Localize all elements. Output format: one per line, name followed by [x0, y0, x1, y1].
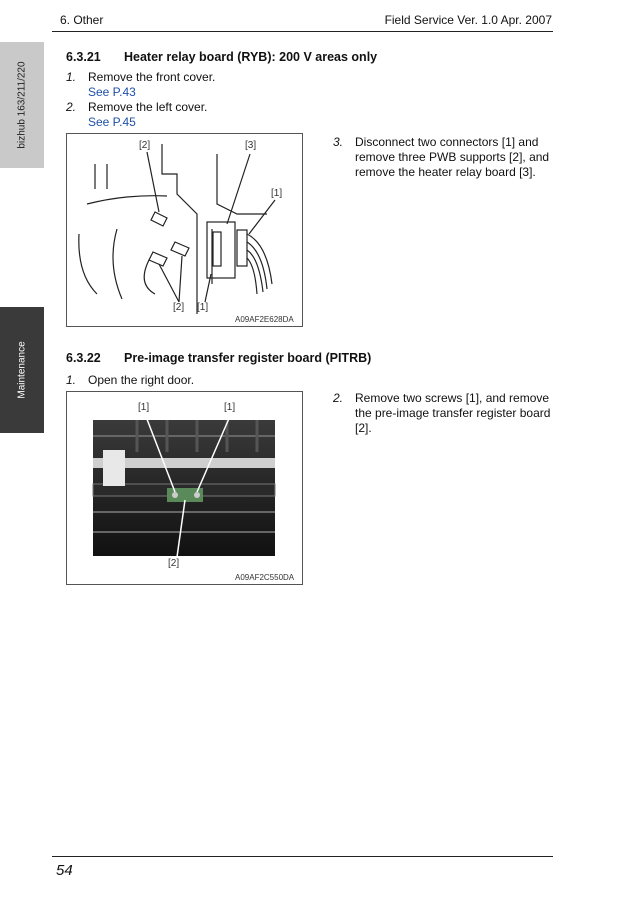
fig1-label-1-bottom: [1] [197, 302, 209, 313]
s1-step1-text: Remove the front cover. [88, 70, 216, 84]
fig2-label-1-left: [1] [138, 402, 150, 413]
section2-number: 6.3.22 [66, 351, 101, 365]
s1-step3-line3: remove the heater relay board [3]. [355, 165, 536, 179]
s1-step1-link[interactable]: See P.43 [88, 85, 136, 99]
header-edition: Field Service Ver. 1.0 Apr. 2007 [384, 13, 552, 27]
s1-step3-num: 3. [333, 135, 344, 149]
s1-step1-num: 1. [66, 70, 77, 84]
fig1-label-2-bottom: [2] [173, 302, 185, 313]
side-tab-chapter-label: Maintenance [16, 341, 28, 399]
fig1-label-2-top: [2] [139, 140, 151, 151]
pitrb-photo [67, 392, 302, 584]
s2-step2-line1: Remove two screws [1], and remove [355, 391, 550, 405]
fig1-label-1-right: [1] [271, 188, 283, 199]
s1-step2-text: Remove the left cover. [88, 100, 208, 114]
s1-step3-line1: Disconnect two connectors [1] and [355, 135, 539, 149]
header-rule [52, 31, 553, 32]
s2-step2-line3: [2]. [355, 421, 372, 435]
s1-step2-link[interactable]: See P.45 [88, 115, 136, 129]
s2-step2-num: 2. [333, 391, 344, 405]
s2-step1-num: 1. [66, 373, 77, 387]
page-number: 54 [56, 862, 73, 879]
footer-rule [52, 856, 553, 857]
side-tab-model-label: bizhub 163/211/220 [16, 61, 28, 149]
s1-step2-num: 2. [66, 100, 77, 114]
figure-heater-relay-board [66, 133, 303, 327]
fig1-code: A09AF2E628DA [235, 315, 294, 324]
section2-title: Pre-image transfer register board (PITRB) [124, 351, 372, 365]
heater-relay-board-drawing [67, 134, 302, 326]
s2-step1-text: Open the right door. [88, 373, 195, 387]
fig1-label-3: [3] [245, 140, 257, 151]
fig2-code: A09AF2C550DA [235, 573, 295, 582]
fig2-label-2: [2] [168, 558, 180, 569]
section1-number: 6.3.21 [66, 50, 101, 64]
header-section: 6. Other [60, 13, 104, 27]
figure-pitrb [66, 391, 303, 585]
s1-step3-line2: remove three PWB supports [2], and [355, 150, 550, 164]
section1-title: Heater relay board (RYB): 200 V areas only [124, 50, 378, 64]
fig2-label-1-right: [1] [224, 402, 236, 413]
s2-step2-line2: the pre-image transfer register board [355, 406, 551, 420]
